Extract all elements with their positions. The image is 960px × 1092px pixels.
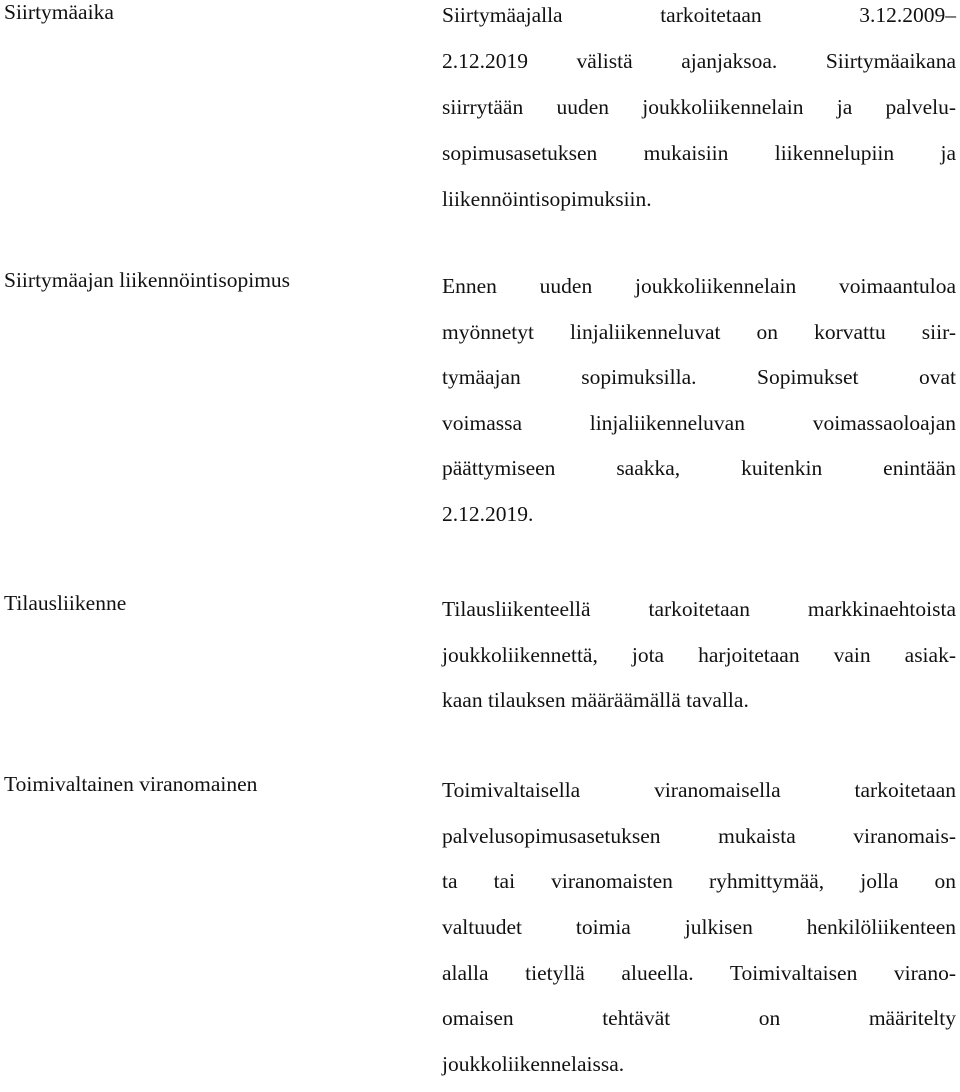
definition-line: Ennen uuden joukkoliikennelain voimaantuloa — [442, 274, 956, 298]
definition-line: palvelusopimusasetuksen mukaista viranomais- — [442, 823, 956, 848]
definition-line: Toimivaltaisella viranomaisella tarkoitetaan — [442, 778, 956, 802]
glossary-definition — [442, 0, 956, 230]
glossary-term: Toimivaltainen viranomainen — [4, 772, 258, 796]
definition-line: liikennöintisopimuksiin. — [442, 187, 652, 211]
definition-line: Siirtymäajalla tarkoitetaan 3.12.2009– — [442, 3, 956, 27]
definition-line: siirrytään uuden joukkoliikennelain ja palvelu- — [442, 95, 956, 119]
definition-line: valtuudet toimia julkisen henkilöliikenteen — [442, 915, 956, 940]
definition-line: ta tai viranomaisten ryhmittymää, jolla on — [442, 869, 956, 894]
definition-line: alalla tietyllä alueella. Toimivaltaisen virano- — [442, 960, 956, 985]
definition-line: tymäajan sopimuksilla. Sopimukset ovat — [442, 365, 956, 390]
glossary-definition — [442, 772, 956, 1092]
glossary-term: Tilausliikenne — [4, 591, 127, 615]
definition-line: 2.12.2019. — [442, 501, 534, 526]
glossary-term: Siirtymäaika — [4, 0, 114, 24]
glossary-term: Siirtymäajan liikennöintisopimus — [4, 268, 291, 292]
definition-line: kaan tilauksen määräämällä tavalla. — [442, 688, 749, 712]
definition-line: joukkoliikennelaissa. — [442, 1052, 625, 1077]
glossary-definition — [442, 268, 956, 542]
definition-line: myönnetyt linjaliikenneluvat on korvattu siir- — [442, 319, 956, 344]
definition-line: voimassa linjaliikenneluvan voimassaoloajan — [442, 410, 956, 435]
glossary-definition — [442, 591, 956, 728]
definition-line: 2.12.2019 välistä ajanjaksoa. Siirtymäaikana — [442, 49, 956, 73]
definition-line: joukkoliikennettä, jota harjoitetaan vain asiak- — [442, 642, 956, 667]
definition-line: Tilausliikenteellä tarkoitetaan markkinaehtoista — [442, 597, 956, 621]
definition-line: sopimusasetuksen mukaisiin liikennelupiin ja — [442, 141, 956, 165]
definition-line: päättymiseen saakka, kuitenkin enintään — [442, 456, 956, 481]
definition-line: omaisen tehtävät on määritelty — [442, 1006, 956, 1031]
